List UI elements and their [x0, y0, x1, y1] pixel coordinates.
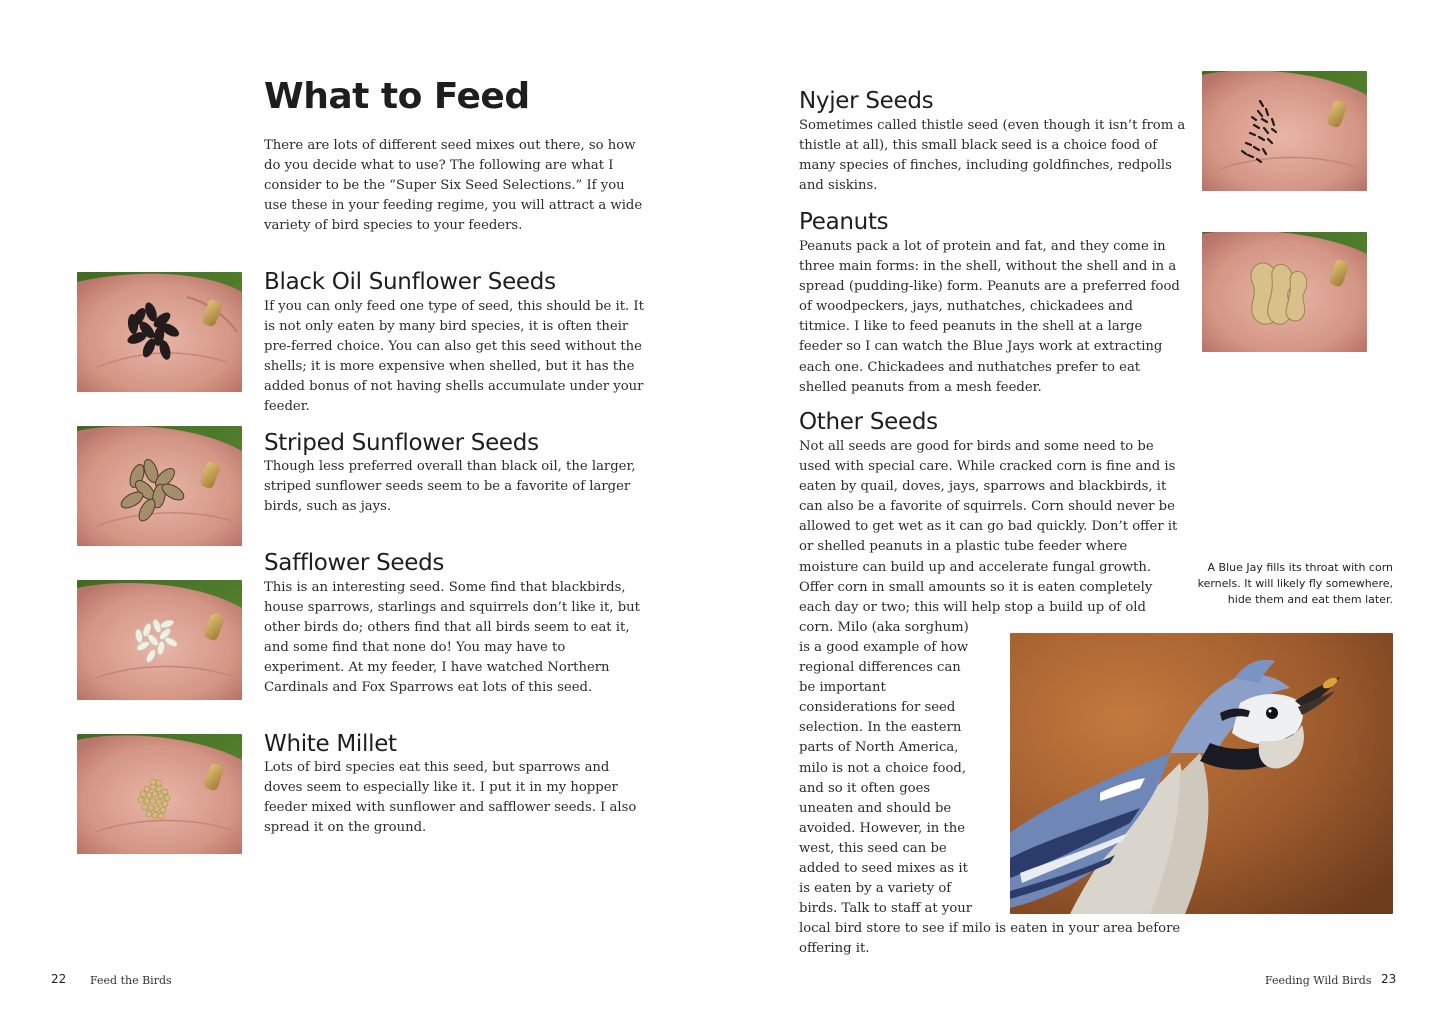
section-text: Peanuts pack a lot of protein and fat, and they come in three main forms: in the shell, without the shell and in a spread (pudding-like) form. Peanuts are a preferred food of woodpeckers, jays, nuthatches, chickadees and titmice. I like to feed peanuts in the shell at a large feeder so I can watch the Blue Jays work at extracting each one. Chickadees and nuthatches prefer to eat shelled peanuts from a mesh feeder.	[799, 239, 1180, 395]
section-heading: Safflower Seeds	[264, 550, 445, 576]
section-heading: Nyjer Seeds	[799, 88, 934, 114]
hand-striped-sunflower-photo	[77, 426, 242, 546]
page-number-right: 23	[1381, 972, 1397, 986]
section-text: Lots of bird species eat this seed, but sparrows and doves seem to especially like it. I put it in my hopper feeder mixed with sunflower and safflower seeds. I also spread it on the ground.	[264, 760, 637, 836]
photo-caption: A Blue Jay fills its throat with corn kernels. It will likely fly somewhere, hide them and eat them later.	[1197, 561, 1393, 606]
section-text: This is an interesting seed. Some find that blackbirds, house sparrows, starlings and squirrels don’t like it, but other birds do; others find that all birds seem to eat it, and some find that none do! You may have to experiment. At my feeder, I have watched Northern Cardinals and Fox Sparrows eat lots of this seed.	[264, 580, 640, 696]
section-heading: Striped Sunflower Seeds	[264, 430, 539, 456]
blue-jay-photo	[1010, 633, 1393, 914]
hand-black-oil-sunflower-photo	[77, 272, 242, 392]
running-footer-right: Feeding Wild Birds	[1265, 974, 1372, 987]
intro-paragraph: There are lots of different seed mixes out there, so how do you decide what to use? The following are what I consider to be the “Super Six Seed Selections.” If you use these in your feeding regime, you will attract a wide variety of bird species to your feeders.	[264, 138, 643, 234]
hand-white-millet-photo	[77, 734, 242, 854]
page-number-left: 22	[51, 972, 67, 986]
hand-nyjer-photo	[1202, 71, 1367, 191]
section-text: Not all seeds are good for birds and some need to be used with special care. While cracked corn is fine and is eaten by quail, doves, jays, sparrows and blackbirds, it can also be a favorite of squirrels. Corn should never be allowed to get wet as it can go bad quickly. Don’t offer it or shelled peanuts in a plastic tube feeder where moisture can build up and accelerate fungal growth. Offer corn in small amounts so it is eaten completely each day or two; this will help stop a build up of old corn. Milo (aka sorghum) is a good example of how regional differences can be important considerations for seed selection. In the eastern parts of North America, milo is not a choice food, and so it often goes uneaten and should be avoided. However, in the west, this seed can be added to seed mixes as it is eaten by a variety of birds. Talk to staff at your local bird store to see if milo is eaten in your area before offering it.	[799, 439, 1181, 957]
running-footer-left: Feed the Birds	[90, 974, 172, 987]
section-text: Though less preferred overall than black oil, the larger, striped sunflower seeds seem to be a favorite of larger birds, such as jays.	[264, 459, 636, 515]
section-text: Sometimes called thistle seed (even though it isn’t from a thistle at all), this small black seed is a choice food of many species of finches, including goldfinches, redpolls and siskins.	[799, 118, 1186, 194]
section-heading: White Millet	[264, 731, 397, 757]
section-heading: Peanuts	[799, 209, 889, 235]
section-text: If you can only feed one type of seed, this should be it. It is not only eaten by many bird species, it is often their pre-ferred choice. You can also get this seed without the shells; it is more expensive when shelled, but it has the added bonus of not having shells accumulate under your feeder.	[264, 299, 644, 415]
hand-peanuts-photo	[1202, 232, 1367, 352]
page-title: What to Feed	[264, 76, 530, 117]
section-heading: Other Seeds	[799, 409, 938, 435]
hand-safflower-photo	[77, 580, 242, 700]
section-heading: Black Oil Sunflower Seeds	[264, 269, 556, 295]
